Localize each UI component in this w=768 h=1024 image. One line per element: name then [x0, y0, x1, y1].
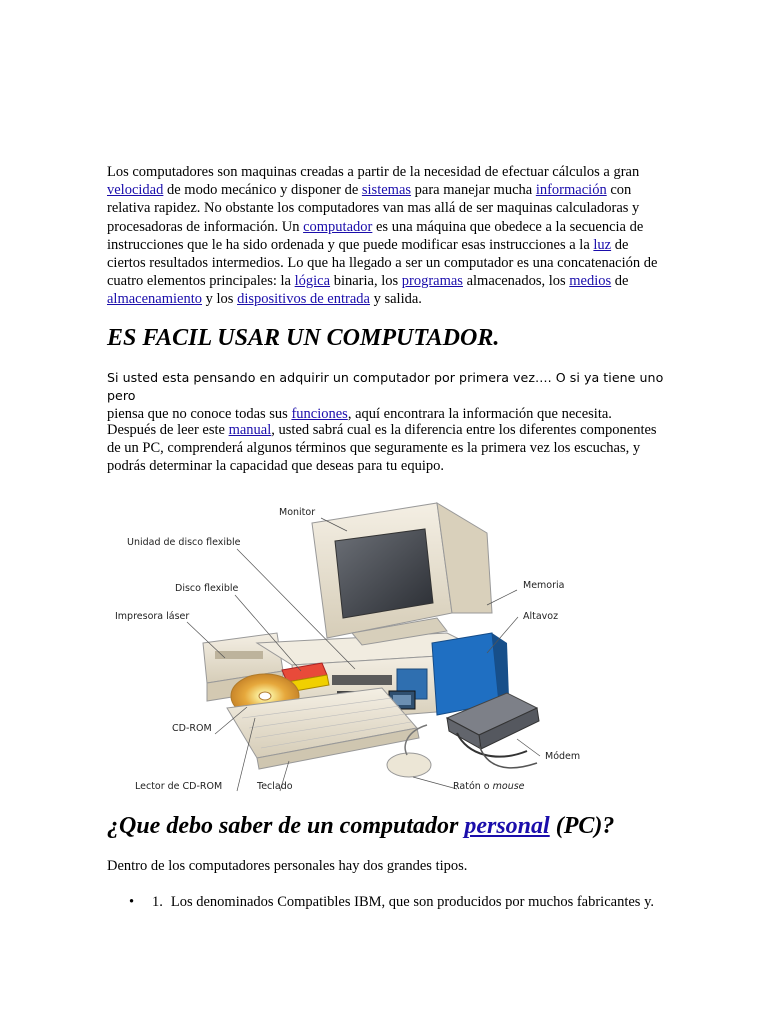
text-span: almacenados, los	[462, 273, 570, 290]
label-floppy-unit: Unidad de disco flexible	[127, 537, 241, 548]
text-span: Después de leer este	[107, 422, 229, 438]
link-computador[interactable]: computador	[303, 218, 373, 235]
text-span: Si usted esta pensando en adquirir un computador por primera vez…. O si ya tiene uno pero	[107, 370, 664, 404]
pc-types-list	[107, 893, 667, 912]
link-velocidad[interactable]: velocidad	[107, 182, 164, 199]
link-luz[interactable]: luz	[593, 236, 612, 253]
text-span: de ciertos resultados intermedios. Lo que ha llegado a ser un computador es una concatenación de cuatro elementos principales: la	[107, 236, 658, 290]
label-floppy-disk: Disco flexible	[175, 583, 239, 594]
text-span: Los computadores son maquinas creadas a partir de la necesidad de efectuar cálculos a gran	[107, 164, 640, 180]
link-almacenamiento[interactable]: almacenamiento	[107, 291, 203, 308]
link-personal[interactable]: personal	[464, 813, 550, 839]
text-span: de	[611, 273, 629, 290]
pc-diagram	[107, 493, 581, 803]
paragraph-primera-vez	[107, 369, 667, 424]
text-span: con relativa rapidez. No obstante los computadores van mas allá de ser maquinas calculadoras y procesadoras de información. Un	[107, 182, 640, 235]
link-sistemas[interactable]: sistemas	[361, 182, 412, 199]
label-cdrom-reader: Lector de CD-ROM	[135, 781, 223, 792]
text-span: , aquí encontrara la información que necesita.	[347, 406, 612, 423]
intro-paragraph	[107, 163, 662, 309]
label-laser-printer: Impresora láser	[115, 611, 190, 622]
monitor-shape	[312, 503, 492, 645]
text-span: y los	[202, 291, 238, 308]
section-heading-facil: ES FACIL USAR UN COMPUTADOR.	[107, 325, 500, 351]
list-item	[107, 893, 667, 912]
link-logica[interactable]: lógica	[294, 273, 331, 290]
list-item-number: 1.	[152, 894, 163, 910]
paragraph-dos-tipos: Dentro de los computadores personales hay dos grandes tipos.	[107, 858, 468, 874]
label-speaker: Altavoz	[523, 611, 559, 622]
link-programas[interactable]: programas	[401, 273, 463, 290]
text-span: para manejar mucha	[411, 182, 536, 199]
label-keyboard: Teclado	[257, 781, 293, 792]
link-dispositivos-de-entrada[interactable]: dispositivos de entrada	[237, 291, 370, 308]
label-memory: Memoria	[523, 580, 565, 591]
label-mouse-text: Ratón o	[453, 781, 493, 792]
list-item-text: Los denominados Compatibles IBM, que son producidos por muchos fabricantes y.	[170, 894, 654, 910]
link-funciones[interactable]: funciones	[291, 406, 348, 423]
pc-components-illustration	[107, 493, 581, 803]
section-heading-personal	[107, 811, 614, 841]
label-modem: Módem	[545, 751, 581, 762]
text-span: es una máquina que obedece a la secuencia de instrucciones que le ha sido ordenada y que puede modificar esas instrucciones a la	[107, 218, 644, 253]
text-span: piensa que no conoce todas sus	[107, 406, 292, 423]
text-span: ¿Que debo saber de un computador	[107, 813, 465, 839]
text-span: binaria, los	[330, 273, 402, 290]
text-span: (PC)?	[549, 813, 615, 839]
paragraph-manual	[107, 421, 662, 476]
label-cdrom: CD-ROM	[172, 723, 212, 734]
label-mouse	[453, 781, 525, 792]
text-span: de modo mecánico y disponer de	[163, 182, 362, 199]
label-mouse-italic: mouse	[492, 781, 525, 792]
link-medios[interactable]: medios	[569, 273, 612, 290]
text-span: y salida.	[369, 291, 422, 308]
link-manual[interactable]: manual	[228, 422, 272, 438]
link-informacion[interactable]: información	[535, 182, 607, 199]
bullet-icon: •	[129, 894, 135, 910]
text-span: , usted sabrá cual es la diferencia entre los diferentes componentes de un PC, comprenderá algunos términos que seguramente es la primera vez los escuchas, y podrás determinar la capacidad que deseas para tu equipo.	[107, 422, 657, 475]
label-monitor: Monitor	[279, 507, 316, 518]
